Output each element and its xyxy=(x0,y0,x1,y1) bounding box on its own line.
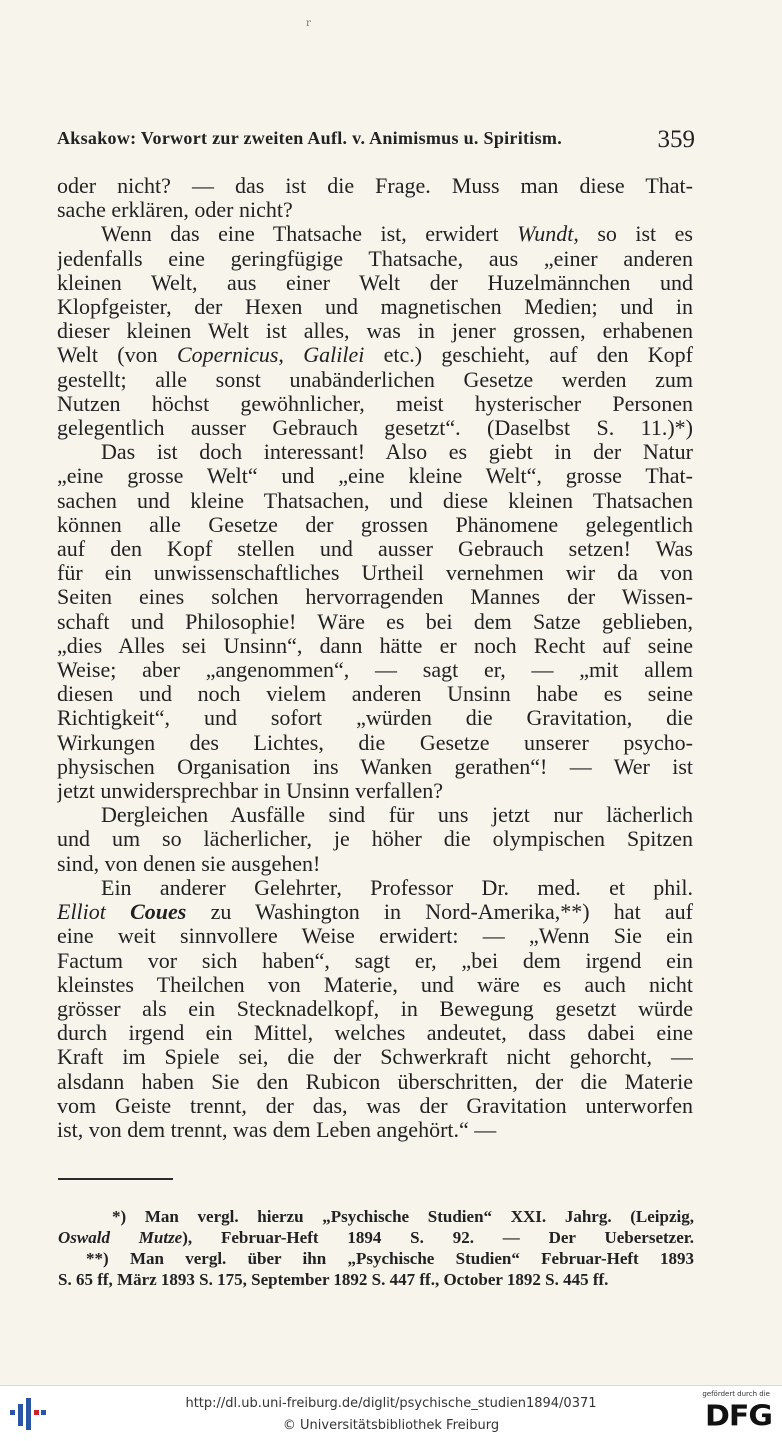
footnotes xyxy=(58,1206,694,1290)
text-line: diesen und noch vielem anderen Unsinn habe es seine xyxy=(57,682,693,707)
text-line: Richtigkeit“, und sofort „würden die Gravitation, die xyxy=(57,706,693,731)
text-line: sachen und kleine Thatsachen, und diese kleinen Thatsachen xyxy=(57,488,693,513)
text-line: Weise; aber „angenommen“, — sagt er, — „mit allem xyxy=(57,658,693,683)
dfg-logo[interactable]: DFG xyxy=(704,1399,772,1434)
text-line: „eine grosse Welt“ und „eine kleine Welt“, grosse That- xyxy=(57,464,693,489)
copyright-notice: © Universitätsbibliothek Freiburg xyxy=(282,1418,500,1433)
text-line: Ein anderer Gelehrter, Professor Dr. med. et phil. xyxy=(101,875,693,900)
text-line: Dergleichen Ausfälle sind für uns jetzt nur lächerlich xyxy=(101,803,693,828)
text-line: grösser als ein Stecknadelkopf, in Bewegung gesetzt würde xyxy=(57,996,693,1021)
text-line: alsdann haben Sie den Rubicon überschritten, der die Materie xyxy=(57,1069,693,1094)
footnote-line: **) Man vergl. über ihn „Psychische Studien“ Februar-Heft 1893 xyxy=(86,1249,694,1268)
scan-speck: r xyxy=(306,18,311,29)
text-line: können alle Gesetze der grossen Phänomene gelegentlich xyxy=(57,512,693,537)
text-line: Das ist doch interessant! Also es giebt in der Natur xyxy=(101,440,693,465)
dfg-funding-note: gefördert durch die xyxy=(702,1390,770,1398)
text-line: durch irgend ein Mittel, welches andeutet, dass dabei eine xyxy=(57,1021,693,1046)
text-line: Wirkungen des Lichtes, die Gesetze unserer psycho- xyxy=(57,730,693,755)
text-line: kleinstes Theilchen von Materie, und wäre es auch nicht xyxy=(57,972,693,997)
text-line: jetzt unwidersprechbar in Unsinn verfallen? xyxy=(57,779,444,804)
text-line: jedenfalls eine geringfügige Thatsache, aus „einer anderen xyxy=(57,246,693,271)
footnote-line: *) Man vergl. hierzu „Psychische Studien“ XXI. Jahrg. (Leipzig, xyxy=(112,1207,694,1226)
viewer-footer xyxy=(0,1385,782,1441)
text-line: Klopfgeister, der Hexen und magnetischen Medien; und in xyxy=(57,295,693,320)
text-line: Elliot Coues zu Washington in Nord-Amerika,**) hat auf xyxy=(57,900,693,925)
text-line: eine weit sinnvollere Weise erwidert: — „Wenn Sie ein xyxy=(57,924,693,949)
text-line: sache erklären, oder nicht? xyxy=(57,198,293,223)
text-line: auf den Kopf stellen und ausser Gebrauch setzen! Was xyxy=(57,537,693,562)
footnote-rule xyxy=(58,1178,173,1180)
text-line: gelegentlich ausser Gebrauch gesetzt“. (Daselbst S. 11.)*) xyxy=(57,416,693,441)
text-line: physischen Organisation ins Wanken gerathen“! — Wer ist xyxy=(57,754,693,779)
text-line: und um so lächerlicher, je höher die olympischen Spitzen xyxy=(57,827,693,852)
text-line: sind, von denen sie ausgehen! xyxy=(57,851,321,876)
text-line: Factum vor sich haben“, sagt er, „bei dem irgend ein xyxy=(57,948,693,973)
footnote-line: S. 65 ff, März 1893 S. 175, September 1892 S. 447 ff., October 1892 S. 445 ff. xyxy=(58,1270,609,1289)
text-line: für ein unwissenschaftliches Urtheil vernehmen wir da von xyxy=(57,561,693,586)
text-line: Seiten eines solchen hervorragenden Mannes der Wissen- xyxy=(57,585,693,610)
text-line: oder nicht? — das ist die Frage. Muss man diese That- xyxy=(57,174,693,198)
text-line: Welt (von Copernicus, Galilei etc.) geschieht, auf den Kopf xyxy=(57,343,693,368)
text-line: Wenn das eine Thatsache ist, erwidert Wundt, so ist es xyxy=(101,222,693,247)
text-line: Nutzen höchst gewöhnlicher, meist hysterischer Personen xyxy=(57,391,693,416)
text-line: vom Geiste trennt, der das, was der Gravitation unterworfen xyxy=(57,1093,693,1118)
text-line: gestellt; alle sonst unabänderlichen Gesetze werden zum xyxy=(57,367,693,392)
text-line: Kraft im Spiele sei, die der Schwerkraft nicht gehorcht, — xyxy=(57,1045,693,1070)
text-line: schaft und Philosophie! Wäre es bei dem Satze geblieben, xyxy=(57,609,693,634)
running-head-title: Aksakow: Vorwort zur zweiten Aufl. v. Animismus u. Spiritism. xyxy=(57,128,563,148)
source-url[interactable]: http://dl.ub.uni-freiburg.de/diglit/psychische_studien1894/0371 xyxy=(185,1396,597,1411)
running-head xyxy=(57,126,695,160)
body-text xyxy=(57,174,693,1142)
text-line: ist, von dem trennt, was dem Leben angehört.“ — xyxy=(57,1117,497,1142)
text-line: dieser kleinen Welt ist alles, was in jener grossen, erhabenen xyxy=(57,319,693,344)
footnote-line: Oswald Mutze), Februar-Heft 1894 S. 92. — Der Uebersetzer. xyxy=(58,1228,694,1247)
page-number: 359 xyxy=(657,126,695,153)
text-line: „dies Alles sei Unsinn“, dann hätte er noch Recht auf seine xyxy=(57,633,693,658)
text-line: kleinen Welt, aus einer Welt der Huzelmännchen und xyxy=(57,270,693,295)
